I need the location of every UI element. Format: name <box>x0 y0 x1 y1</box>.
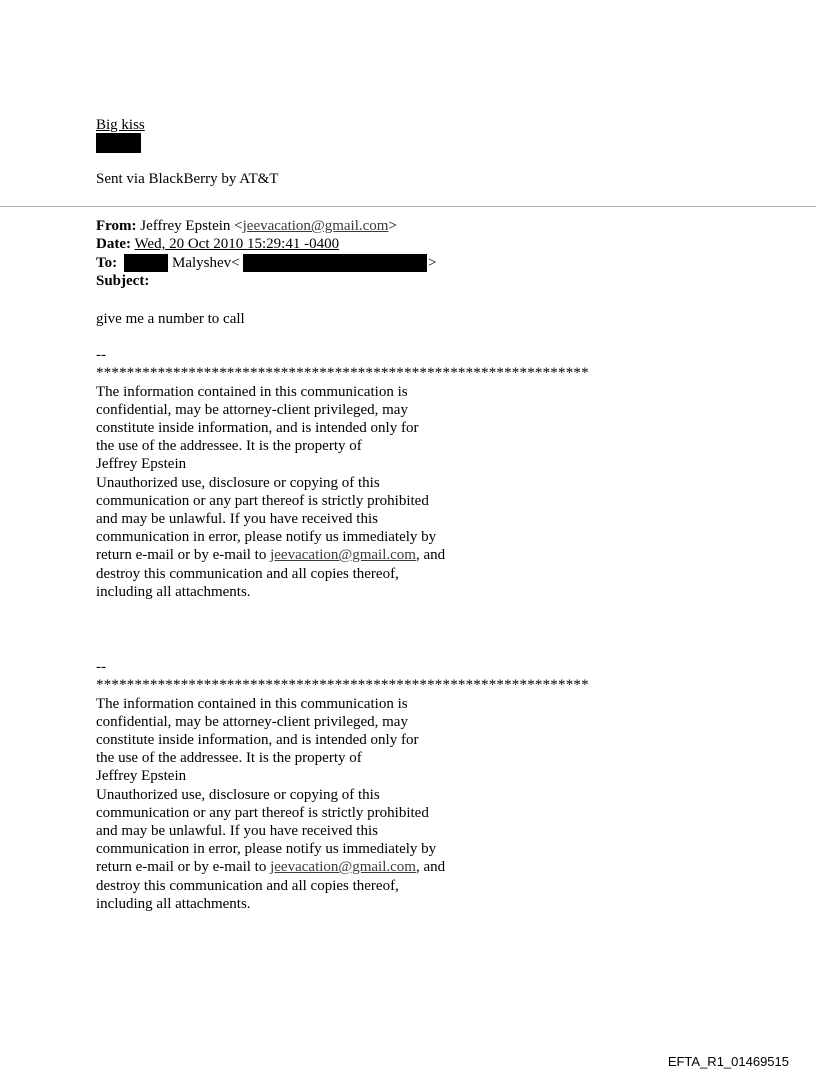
disclaimer-line: Unauthorized use, disclosure or copying of this <box>96 787 380 803</box>
date-line <box>96 235 339 253</box>
disclaimer-line: destroy this communication and all copies thereof, <box>96 878 399 894</box>
disclaimer-line: communication or any part thereof is strictly prohibited <box>96 493 429 509</box>
disclaimer-return-line <box>96 546 445 564</box>
from-name: Jeffrey Epstein < <box>140 218 243 234</box>
disclaimer-line: and may be unlawful. If you have received this <box>96 823 378 839</box>
return-email-link[interactable]: jeevacation@gmail.com <box>270 859 416 875</box>
disclaimer-line: The information contained in this communication is <box>96 384 408 400</box>
subject-line <box>96 272 149 290</box>
return-prefix: return e-mail or by e-mail to <box>96 547 271 563</box>
to-name: Malyshev< <box>172 255 240 271</box>
disclaimer-line: and may be unlawful. If you have received this <box>96 511 378 527</box>
sig-dash: -- <box>96 347 106 363</box>
return-email-link[interactable]: jeevacation@gmail.com <box>270 547 416 563</box>
date-label: Date: <box>96 236 131 252</box>
sent-via-text: Sent via BlackBerry by AT&T <box>96 171 279 187</box>
to-close: > <box>428 255 437 271</box>
from-close: > <box>388 218 397 234</box>
return-suffix: , and <box>415 859 446 875</box>
closing-text: Big kiss <box>96 117 145 133</box>
disclaimer-line: Jeffrey Epstein <box>96 456 187 472</box>
return-prefix: return e-mail or by e-mail to <box>96 859 271 875</box>
disclaimer-line: confidential, may be attorney-client privileged, may <box>96 714 408 730</box>
disclaimer-line: the use of the addressee. It is the property of <box>96 750 362 766</box>
document-id: EFTA_R1_01469515 <box>667 1054 789 1069</box>
stars-divider: **************************************************************** <box>96 365 589 381</box>
disclaimer-block <box>96 346 596 606</box>
disclaimer-line: Jeffrey Epstein <box>96 768 187 784</box>
to-line <box>96 254 117 272</box>
date-value: Wed, 20 Oct 2010 15:29:41 -0400 <box>134 236 340 252</box>
disclaimer-line: destroy this communication and all copies thereof, <box>96 566 399 582</box>
sig-dash: -- <box>96 659 106 675</box>
subject-label: Subject: <box>96 273 150 289</box>
disclaimer-line: communication in error, please notify us immediately by <box>96 529 437 545</box>
disclaimer-block <box>96 658 596 918</box>
to-label: To: <box>96 255 118 271</box>
disclaimer-line: including all attachments. <box>96 896 251 912</box>
redaction-box <box>243 254 427 272</box>
redaction-box <box>96 133 141 153</box>
disclaimer-line: communication in error, please notify us immediately by <box>96 841 437 857</box>
stars-divider: **************************************************************** <box>96 677 589 693</box>
disclaimer-line: the use of the addressee. It is the property of <box>96 438 362 454</box>
disclaimer-line: constitute inside information, and is intended only for <box>96 732 419 748</box>
disclaimer-line: Unauthorized use, disclosure or copying of this <box>96 475 380 491</box>
disclaimer-line: including all attachments. <box>96 584 251 600</box>
from-email-link[interactable]: jeevacation@gmail.com <box>242 218 389 234</box>
disclaimer-return-line <box>96 858 445 876</box>
disclaimer-line: confidential, may be attorney-client privileged, may <box>96 402 408 418</box>
disclaimer-line: communication or any part thereof is strictly prohibited <box>96 805 429 821</box>
from-line <box>96 217 397 235</box>
divider <box>0 206 816 207</box>
disclaimer-line: The information contained in this communication is <box>96 696 408 712</box>
redaction-box <box>124 254 168 272</box>
disclaimer-line: constitute inside information, and is intended only for <box>96 420 419 436</box>
message-body: give me a number to call <box>96 311 245 327</box>
from-label: From: <box>96 218 137 234</box>
return-suffix: , and <box>415 547 446 563</box>
